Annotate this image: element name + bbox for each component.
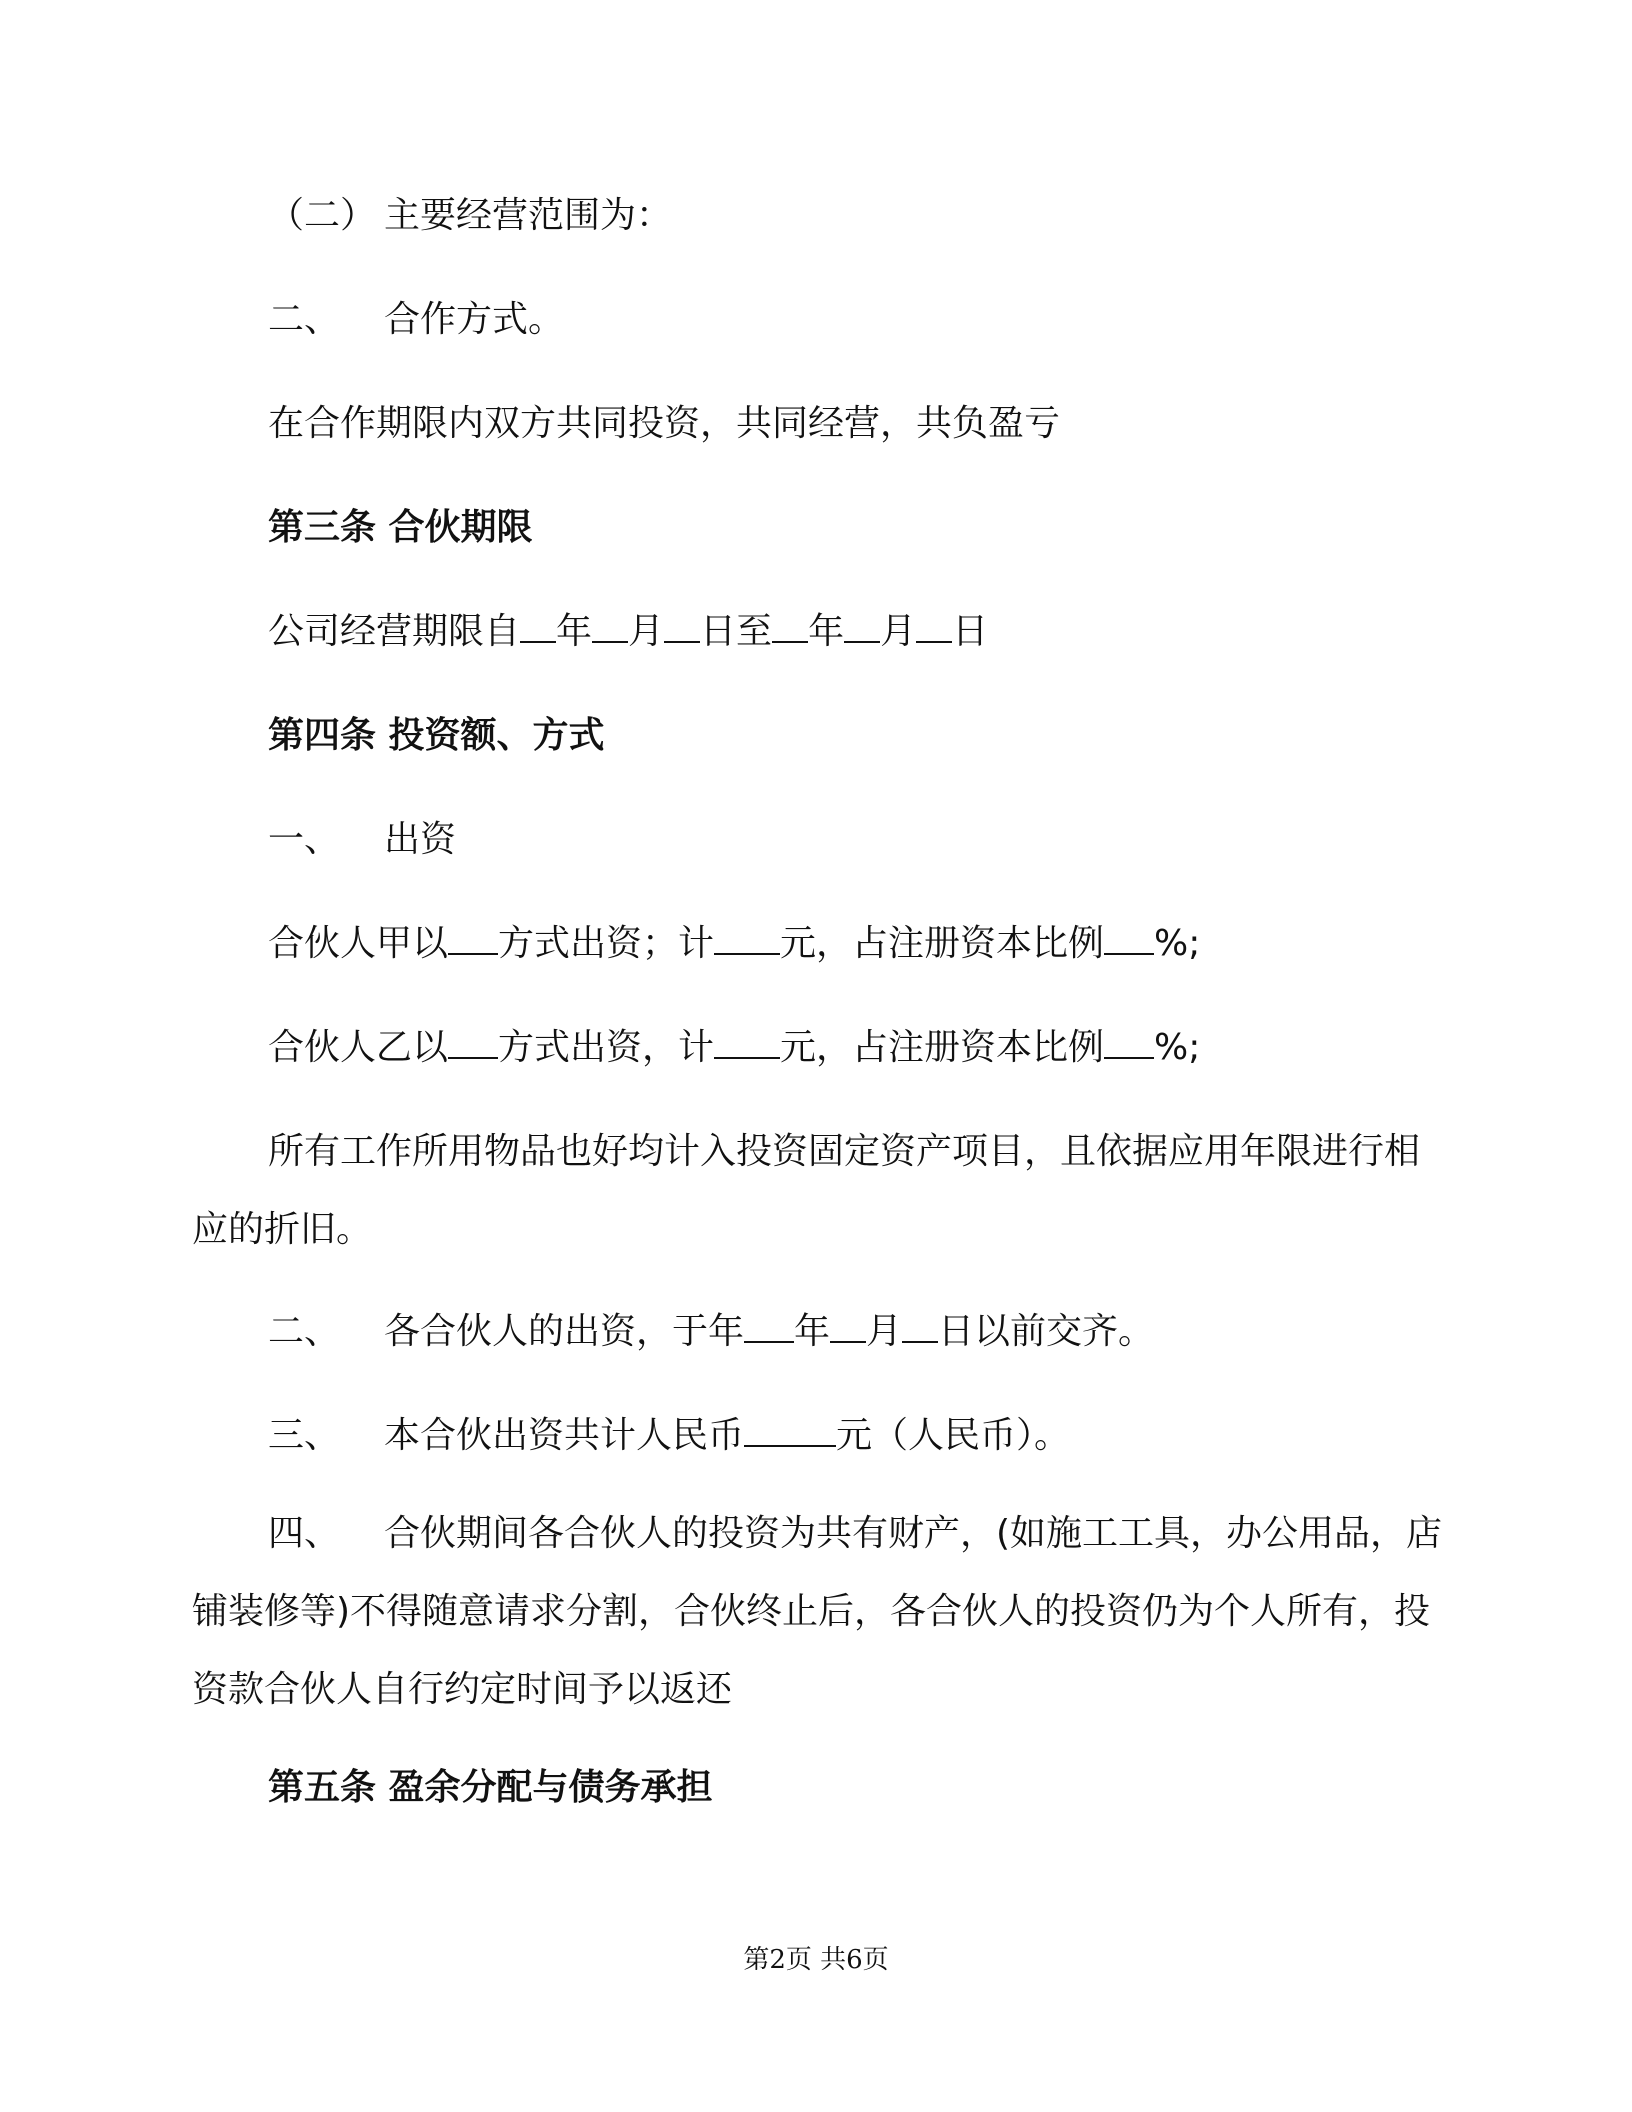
text: 方式出资，计 xyxy=(498,1027,715,1068)
clause-common-property xyxy=(192,1495,1452,1729)
blank-field xyxy=(830,1311,866,1343)
text: 月 xyxy=(866,1311,903,1352)
blank-field xyxy=(1104,923,1154,955)
page-number-footer: 第2页 共6页 xyxy=(743,1945,889,1975)
blank-field xyxy=(916,611,952,643)
clause-business-scope xyxy=(268,194,672,238)
term-year: 年 xyxy=(556,611,593,652)
article-3-heading: 第三条 合伙期限 xyxy=(268,507,533,548)
article-4-heading: 第四条 投资额、方式 xyxy=(268,715,605,756)
text: %; xyxy=(1154,923,1201,964)
term-month: 月 xyxy=(880,611,917,652)
partner-b-contribution xyxy=(268,1026,1200,1070)
text: 本合伙出资共计人民币 xyxy=(384,1415,745,1456)
text: 元，占注册资本比例 xyxy=(780,923,1105,964)
text: %; xyxy=(1154,1027,1201,1068)
blank-field xyxy=(448,923,498,955)
term-line xyxy=(268,610,988,654)
term-year: 年 xyxy=(808,611,845,652)
text: 合伙人甲以 xyxy=(268,923,449,964)
term-day: 日 xyxy=(952,611,989,652)
cooperation-description: 在合作期限内双方共同投资，共同经营，共负盈亏 xyxy=(268,403,1061,444)
text: 日以前交齐。 xyxy=(938,1311,1155,1352)
blank-field xyxy=(744,1311,794,1343)
term-month: 月 xyxy=(628,611,665,652)
blank-field xyxy=(664,611,700,643)
clause-capital xyxy=(268,818,456,862)
clause-total-capital xyxy=(268,1414,1070,1458)
blank-field xyxy=(592,611,628,643)
text: 各合伙人的出资，于年 xyxy=(384,1311,745,1352)
blank-field xyxy=(772,611,808,643)
clause-text: 合伙期间各合伙人的投资为共有财产，(如施工工具，办公用品，店铺装修等)不得随意请求分割，合伙终止后，各合伙人的投资仍为个人所有，投资款合伙人自行约定时间予以返还 xyxy=(192,1513,1443,1710)
partner-a-contribution xyxy=(268,922,1200,966)
term-day: 日至 xyxy=(700,611,773,652)
text: 合伙人乙以 xyxy=(268,1027,449,1068)
blank-field xyxy=(520,611,556,643)
clause-number: 一、 xyxy=(268,819,341,860)
clause-text: 主要经营范围为： xyxy=(384,195,673,236)
clause-payment-deadline xyxy=(268,1310,1154,1354)
clause-number: （二） xyxy=(268,195,377,236)
text: 元（人民币）。 xyxy=(836,1415,1071,1456)
blank-field xyxy=(902,1311,938,1343)
assets-paragraph: 所有工作所用物品也好均计入投资固定资产项目，且依据应用年限进行相应的折旧。 xyxy=(192,1131,1421,1250)
clause-number: 三、 xyxy=(268,1415,341,1456)
blank-field xyxy=(744,1415,836,1447)
text: 年 xyxy=(794,1311,831,1352)
blank-field xyxy=(448,1027,498,1059)
text: 元，占注册资本比例 xyxy=(780,1027,1105,1068)
clause-number: 二、 xyxy=(268,1311,341,1352)
blank-field xyxy=(714,1027,780,1059)
clause-text: 出资 xyxy=(384,819,457,860)
blank-field xyxy=(714,923,780,955)
text: 方式出资；计 xyxy=(498,923,715,964)
blank-field xyxy=(1104,1027,1154,1059)
clause-number: 四、 xyxy=(268,1513,341,1554)
term-prefix: 公司经营期限自 xyxy=(268,611,521,652)
clause-number: 二、 xyxy=(268,299,341,340)
clause-cooperation-mode xyxy=(268,298,564,342)
blank-field xyxy=(844,611,880,643)
clause-text: 合作方式。 xyxy=(384,299,565,340)
article-5-heading: 第五条 盈余分配与债务承担 xyxy=(268,1767,713,1808)
